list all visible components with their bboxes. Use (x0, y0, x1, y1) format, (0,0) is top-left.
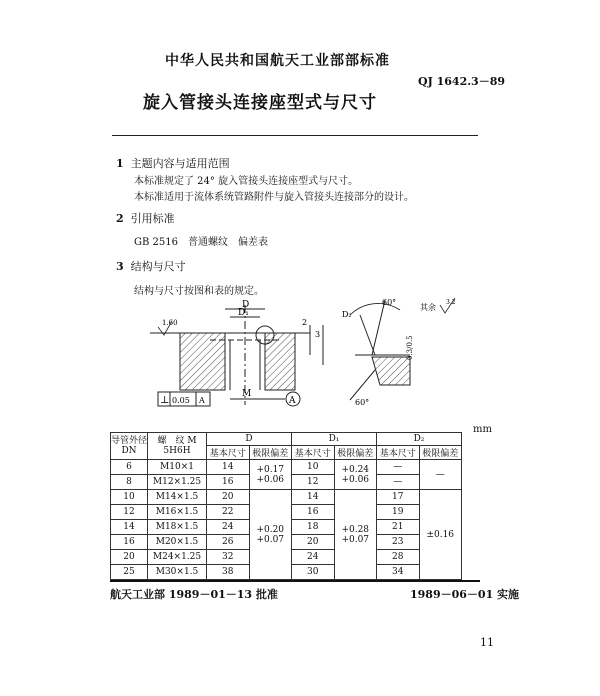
body-section-right (265, 333, 295, 390)
section-2-heading (116, 210, 175, 226)
header-divider (112, 135, 478, 136)
approval-date: 航天工业部 1989－01－13 批准 (110, 588, 278, 601)
datum-a-label: A (289, 396, 296, 406)
cell-d2: 21 (377, 520, 420, 535)
dimension-table (110, 432, 462, 580)
cell-d: 20 (207, 490, 250, 505)
section-1-heading (116, 155, 230, 171)
section-title: 结构与尺寸 (130, 260, 186, 273)
cell-dn: 8 (111, 475, 148, 490)
dim-2-label: 2 (302, 318, 308, 327)
cell-m: M12×1.25 (148, 475, 207, 490)
cell-d: 38 (207, 565, 250, 580)
dim-m-label: M (242, 389, 252, 399)
cell-d2: 28 (377, 550, 420, 565)
cell-d: 22 (207, 505, 250, 520)
detail-section (372, 357, 410, 385)
dim-d-label: D (242, 300, 250, 310)
section-3-paragraph-1: 结构与尺寸按图和表的规定。 (134, 286, 264, 297)
cell-m: M20×1.5 (148, 535, 207, 550)
section-number: 1 (116, 157, 124, 170)
document-title: 旋入管接头连接座型式与尺寸 (143, 93, 377, 113)
standard-org: 中华人民共和国航天工业部部标准 (165, 53, 390, 69)
cell-d1: 18 (292, 520, 335, 535)
tolerance-value: 0.05 (172, 396, 190, 405)
cell-d: 26 (207, 535, 250, 550)
header-d-deviation: 极限偏差 (249, 446, 292, 460)
section-2-paragraph-1: GB 2516 普通螺纹 偏差表 (134, 237, 268, 248)
connector-seat-drawing (110, 295, 470, 415)
rest-roughness-label: 3.2 (446, 299, 456, 306)
header-d2: D₂ (377, 433, 462, 446)
chamfer-label: 0.3/0.5 (406, 335, 414, 360)
cell-d2: 17 (377, 490, 420, 505)
roughness-top-label: 1.60 (162, 319, 178, 327)
cell-d-tol: +0.17 +0.06 (249, 460, 292, 490)
cell-d1: 30 (292, 565, 335, 580)
cell-dn: 14 (111, 520, 148, 535)
cell-d1-tol: +0.28 +0.07 (334, 490, 377, 580)
section-number: 3 (116, 260, 124, 273)
cell-d1: 16 (292, 505, 335, 520)
header-d2-deviation: 极限偏差 (419, 446, 462, 460)
unit-label: mm (473, 424, 492, 435)
table-header-row (111, 433, 462, 446)
cell-d1: 24 (292, 550, 335, 565)
cell-dn: 10 (111, 490, 148, 505)
cell-dn: 20 (111, 550, 148, 565)
perpendicularity-symbol: ⊥ (160, 395, 170, 406)
dim-3-label: 3 (315, 330, 321, 339)
dim-d1-label: D₁ (238, 308, 249, 318)
cell-dn: 6 (111, 460, 148, 475)
cell-d2: 23 (377, 535, 420, 550)
cell-d2: — (377, 460, 420, 475)
body-section-left (180, 333, 225, 390)
footer-divider (110, 580, 480, 582)
cell-d1: 14 (292, 490, 335, 505)
section-number: 2 (116, 212, 124, 225)
angle-60-top-label: 60° (382, 298, 397, 307)
header-d2-basic: 基本尺寸 (377, 446, 420, 460)
rest-label: 其余 (420, 303, 436, 312)
cell-d1-tol: +0.24 +0.06 (334, 460, 377, 490)
cell-d2-tol-empty: — (419, 460, 462, 490)
cell-d-tol: +0.20 +0.07 (249, 490, 292, 580)
tolerance-datum-ref: A (199, 396, 205, 405)
section-3-heading (116, 258, 186, 274)
section-1-paragraph-1: 本标准规定了 24° 旋入管接头连接座型式与尺寸。 (134, 176, 359, 187)
cell-d: 24 (207, 520, 250, 535)
header-d-basic: 基本尺寸 (207, 446, 250, 460)
cell-d2: 34 (377, 565, 420, 580)
cell-dn: 12 (111, 505, 148, 520)
page-number: 11 (480, 636, 494, 649)
angle-60-bottom-label: 60° (355, 398, 370, 407)
table-row (111, 460, 462, 475)
header-d1-deviation: 极限偏差 (334, 446, 377, 460)
header-d1-basic: 基本尺寸 (292, 446, 335, 460)
cell-d2-tol: ±0.16 (419, 490, 462, 580)
cell-m: M18×1.5 (148, 520, 207, 535)
cell-m: M30×1.5 (148, 565, 207, 580)
cell-m: M10×1 (148, 460, 207, 475)
header-dn: 导管外径 DN (111, 433, 148, 460)
standard-code: QJ 1642.3－89 (418, 75, 506, 88)
cell-dn: 25 (111, 565, 148, 580)
cell-d: 14 (207, 460, 250, 475)
section-1-paragraph-2: 本标准适用于流体系统管路附件与旋入管接头连接部分的设计。 (134, 192, 414, 203)
section-title: 引用标准 (130, 212, 175, 225)
cell-dn: 16 (111, 535, 148, 550)
header-d1: D₁ (292, 433, 377, 446)
implementation-date: 1989－06－01 实施 (410, 588, 520, 601)
cell-d2: — (377, 475, 420, 490)
cell-d: 32 (207, 550, 250, 565)
cell-m: M16×1.5 (148, 505, 207, 520)
cell-m: M24×1.25 (148, 550, 207, 565)
cell-d: 16 (207, 475, 250, 490)
cell-d1: 20 (292, 535, 335, 550)
section-title: 主题内容与适用范围 (130, 157, 230, 170)
cell-m: M14×1.5 (148, 490, 207, 505)
table-row (111, 490, 462, 505)
cell-d1: 12 (292, 475, 335, 490)
cell-d1: 10 (292, 460, 335, 475)
cell-d2: 19 (377, 505, 420, 520)
header-thread: 螺 纹 M 5H6H (148, 433, 207, 460)
detail-d2-label: D₂ (342, 310, 352, 319)
header-d: D (207, 433, 292, 446)
